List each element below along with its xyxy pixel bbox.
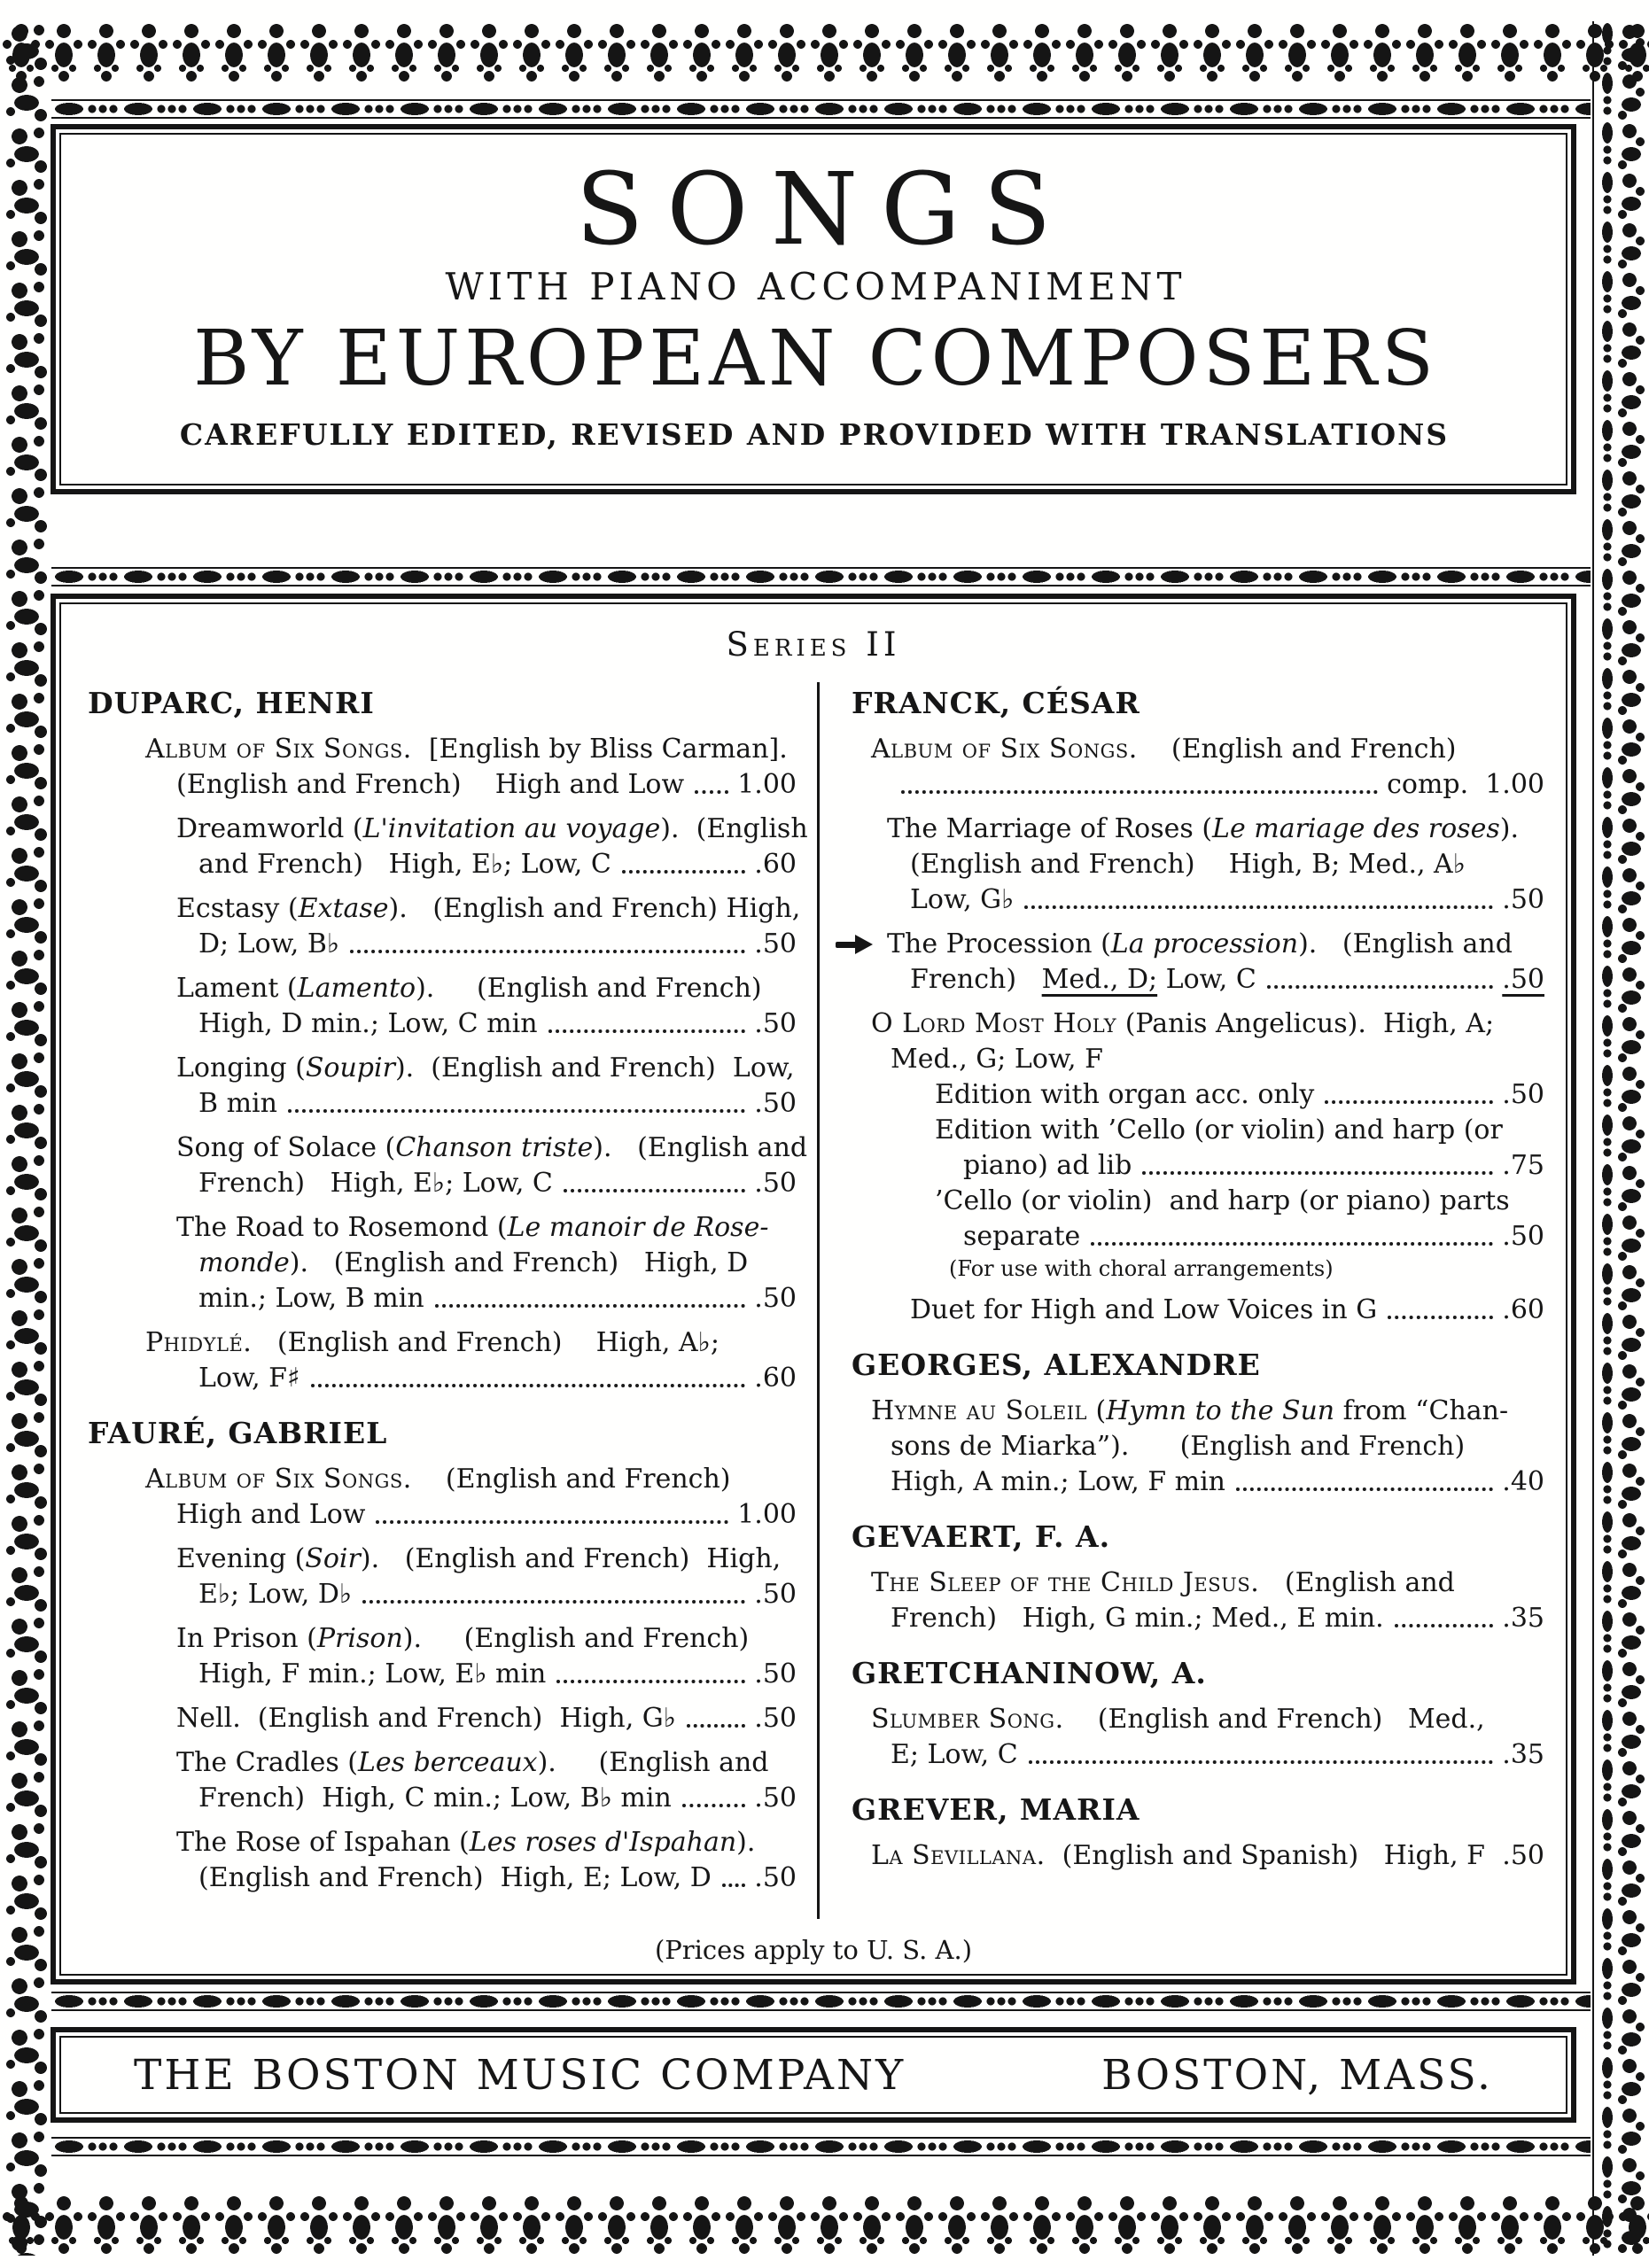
catalog-entry bbox=[852, 1565, 1544, 1636]
catalog-line: French) Med., D; Low, C .50 bbox=[852, 962, 1544, 998]
catalog-line: sons de Miarka”). (English and French) bbox=[891, 1431, 1466, 1462]
catalog-line: (English and French) High and Low 1.00 bbox=[88, 767, 797, 803]
catalog-line: Nell. (English and French) High, G♭ .50 bbox=[88, 1701, 797, 1736]
catalog-entry bbox=[88, 1051, 797, 1122]
catalog-line: Slumber Song. (English and French) Med., bbox=[871, 1704, 1485, 1735]
bead-rule-top bbox=[51, 99, 1591, 119]
series-heading: Series II bbox=[726, 625, 901, 664]
price: .35 bbox=[1502, 1603, 1544, 1634]
catalog-line: separate .50 bbox=[852, 1219, 1544, 1254]
composer-heading: GREVER, MARIA bbox=[852, 1792, 1140, 1827]
price: .50 bbox=[1502, 884, 1544, 915]
price: .40 bbox=[1502, 1466, 1544, 1497]
catalog-entry bbox=[88, 1325, 797, 1396]
price: .50 bbox=[1502, 1840, 1544, 1871]
catalog-line: Edition with organ acc. only .50 bbox=[852, 1077, 1544, 1113]
catalog-line bbox=[852, 767, 1544, 803]
price: .50 bbox=[754, 1658, 797, 1689]
catalog-box bbox=[51, 594, 1576, 1984]
catalog-line: High and Low 1.00 bbox=[88, 1497, 797, 1533]
composer-heading: GEORGES, ALEXANDRE bbox=[852, 1348, 1261, 1382]
price: .50 bbox=[754, 1088, 797, 1119]
bead-rule-lower bbox=[51, 1992, 1591, 2011]
catalog-line: (English and French) High, E; Low, D .50 bbox=[88, 1860, 797, 1896]
catalog-line: French) High, G min.; Med., E min. .35 bbox=[852, 1601, 1544, 1636]
catalog-entry bbox=[88, 1825, 797, 1896]
price: .50 bbox=[754, 1168, 797, 1199]
catalog-line: The Road to Rosemond (Le manoir de Rose- bbox=[176, 1212, 769, 1243]
catalog-entry bbox=[88, 1542, 797, 1612]
title-tagline: CAREFULLY EDITED, REVISED AND PROVIDED WITH TRANSLATIONS bbox=[179, 417, 1450, 452]
catalog-line: Album of Six Songs. (English and French) bbox=[145, 1464, 731, 1495]
price: 1.00 bbox=[737, 1499, 797, 1530]
catalog-entry bbox=[88, 1745, 797, 1816]
price: .50 bbox=[754, 1008, 797, 1039]
prices-note: (Prices apply to U. S. A.) bbox=[654, 1935, 973, 1965]
catalog-line: Lament (Lamento). (English and French) bbox=[176, 973, 762, 1004]
price: .50 bbox=[754, 928, 797, 959]
catalog-line: piano) ad lib .75 bbox=[852, 1148, 1544, 1184]
price: .60 bbox=[754, 849, 797, 880]
catalog-line: High, D min.; Low, C min .50 bbox=[88, 1006, 797, 1042]
catalog-line: Song of Solace (Chanson triste). (English and bbox=[176, 1132, 808, 1163]
composer-heading: FRANCK, CÉSAR bbox=[852, 686, 1140, 720]
catalog-line: Edition with ’Cello (or violin) and harp (or bbox=[935, 1115, 1503, 1146]
catalog-line: The Marriage of Roses (Le mariage des roses). bbox=[887, 813, 1519, 844]
catalog-line: ’Cello (or violin) and harp (or piano) parts bbox=[935, 1185, 1510, 1216]
catalog-line: (English and French) High, B; Med., A♭ bbox=[910, 849, 1466, 880]
publisher-name: THE BOSTON MUSIC COMPANY bbox=[134, 2050, 906, 2100]
price: .50 bbox=[754, 1783, 797, 1814]
catalog-entry bbox=[852, 927, 1544, 998]
catalog-line: Evening (Soir). (English and French) High, bbox=[176, 1543, 782, 1574]
composer-heading: GEVAERT, F. A. bbox=[852, 1519, 1111, 1554]
catalog-line: La Sevillana. (English and Spanish) High, F .50 bbox=[852, 1838, 1544, 1874]
price: .60 bbox=[754, 1363, 797, 1394]
catalog-line: Ecstasy (Extase). (English and French) High, bbox=[176, 893, 801, 924]
price: .60 bbox=[1502, 1294, 1544, 1325]
price: .50 bbox=[1502, 964, 1544, 995]
catalog-entry bbox=[852, 812, 1544, 918]
price: .35 bbox=[1502, 1739, 1544, 1770]
price: .50 bbox=[1502, 1079, 1544, 1110]
catalog-line: E; Low, C .35 bbox=[852, 1737, 1544, 1773]
catalog-line: High, A min.; Low, F min .40 bbox=[852, 1464, 1544, 1500]
catalog-line: D; Low, B♭ .50 bbox=[88, 927, 797, 962]
catalog-entry bbox=[88, 1210, 797, 1317]
catalog-entry bbox=[88, 1621, 797, 1692]
catalog-line: French) High, C min.; Low, B♭ min .50 bbox=[88, 1781, 797, 1816]
catalog-line: B min .50 bbox=[88, 1086, 797, 1122]
price: .50 bbox=[754, 1283, 797, 1314]
catalog-column-right bbox=[852, 682, 1544, 1883]
catalog-line: Album of Six Songs. [English by Bliss Carman]. bbox=[145, 734, 788, 765]
catalog-line: Low, F♯ .60 bbox=[88, 1361, 797, 1396]
composer-heading: DUPARC, HENRI bbox=[88, 686, 375, 720]
decorative-border-top bbox=[0, 21, 1649, 83]
catalog-line: (For use with choral arrangements) bbox=[949, 1256, 1334, 1281]
catalog-entry bbox=[88, 732, 797, 803]
column-divider bbox=[817, 682, 820, 1919]
catalog-line: Low, G♭ .50 bbox=[852, 882, 1544, 918]
right-arrow-icon bbox=[836, 935, 873, 954]
price: .50 bbox=[754, 1703, 797, 1734]
catalog-column-left bbox=[88, 682, 808, 1905]
catalog-entry bbox=[852, 1702, 1544, 1773]
catalog-entry bbox=[852, 732, 1544, 803]
catalog-entry bbox=[852, 1838, 1544, 1874]
catalog-entry bbox=[88, 1130, 808, 1201]
catalog-line: French) High, E♭; Low, C .50 bbox=[88, 1166, 797, 1201]
catalog-entry bbox=[88, 812, 808, 882]
catalog-line: monde). (English and French) High, D bbox=[198, 1247, 749, 1278]
catalog-entry bbox=[88, 1462, 797, 1533]
catalog-entry bbox=[88, 1701, 797, 1736]
publisher-box bbox=[51, 2027, 1576, 2123]
catalog-line: Phidylé. (English and French) High, A♭; bbox=[145, 1327, 719, 1358]
price: 1.00 bbox=[737, 769, 797, 800]
catalog-line: The Cradles (Les berceaux). (English and bbox=[176, 1747, 769, 1778]
composer-heading: GRETCHANINOW, A. bbox=[852, 1656, 1207, 1690]
catalog-line: min.; Low, B min .50 bbox=[88, 1281, 797, 1317]
catalog-line: E♭; Low, D♭ .50 bbox=[88, 1577, 797, 1612]
catalog-line: The Sleep of the Child Jesus. (English and bbox=[871, 1567, 1455, 1598]
bead-rule-bottommost bbox=[51, 2137, 1591, 2156]
catalog-line: Hymne au Soleil (Hymn to the Sun from “Chan- bbox=[871, 1395, 1509, 1426]
catalog-entry bbox=[852, 1394, 1544, 1500]
catalog-line: Med., G; Low, F bbox=[891, 1044, 1103, 1075]
catalog-line: Duet for High and Low Voices in G .60 bbox=[852, 1293, 1544, 1328]
catalog-entry bbox=[852, 1006, 1544, 1284]
price: comp. 1.00 bbox=[1387, 769, 1544, 800]
catalog-entry bbox=[88, 971, 797, 1042]
catalog-entry bbox=[852, 1293, 1544, 1328]
decorative-border-left bbox=[2, 21, 53, 2256]
price: .50 bbox=[1502, 1221, 1544, 1252]
catalog-entry bbox=[88, 891, 801, 962]
title-box bbox=[51, 124, 1576, 494]
title-byline: BY EUROPEAN COMPOSERS bbox=[193, 315, 1438, 403]
catalog-line: High, F min.; Low, E♭ min .50 bbox=[88, 1657, 797, 1692]
catalog-line: The Rose of Ispahan (Les roses d'Ispahan). bbox=[176, 1827, 756, 1858]
catalog-line: Longing (Soupir). (English and French) Low, bbox=[176, 1052, 795, 1084]
main-title: SONGS bbox=[575, 152, 1075, 268]
catalog-line: In Prison (Prison). (English and French) bbox=[176, 1623, 750, 1654]
publisher-city: BOSTON, MASS. bbox=[1101, 2050, 1493, 2100]
composer-heading: FAURÉ, GABRIEL bbox=[88, 1416, 388, 1450]
price: .50 bbox=[754, 1579, 797, 1610]
price: .50 bbox=[754, 1862, 797, 1893]
catalog-line: and French) High, E♭; Low, C .60 bbox=[88, 847, 797, 882]
catalog-line: Dreamworld (L'invitation au voyage). (English bbox=[176, 813, 808, 844]
decorative-border-bottom bbox=[0, 2194, 1649, 2256]
decorative-border-right bbox=[1592, 21, 1649, 2256]
catalog-line: O Lord Most Holy (Panis Angelicus). High, A; bbox=[871, 1008, 1495, 1039]
catalog-line: Album of Six Songs. (English and French) bbox=[871, 734, 1457, 765]
catalog-line: The Procession (La procession). (English and bbox=[852, 927, 1544, 962]
price: .75 bbox=[1502, 1150, 1544, 1181]
title-subtitle: WITH PIANO ACCOMPANIMENT bbox=[445, 265, 1186, 308]
bead-rule-middle bbox=[51, 567, 1591, 586]
